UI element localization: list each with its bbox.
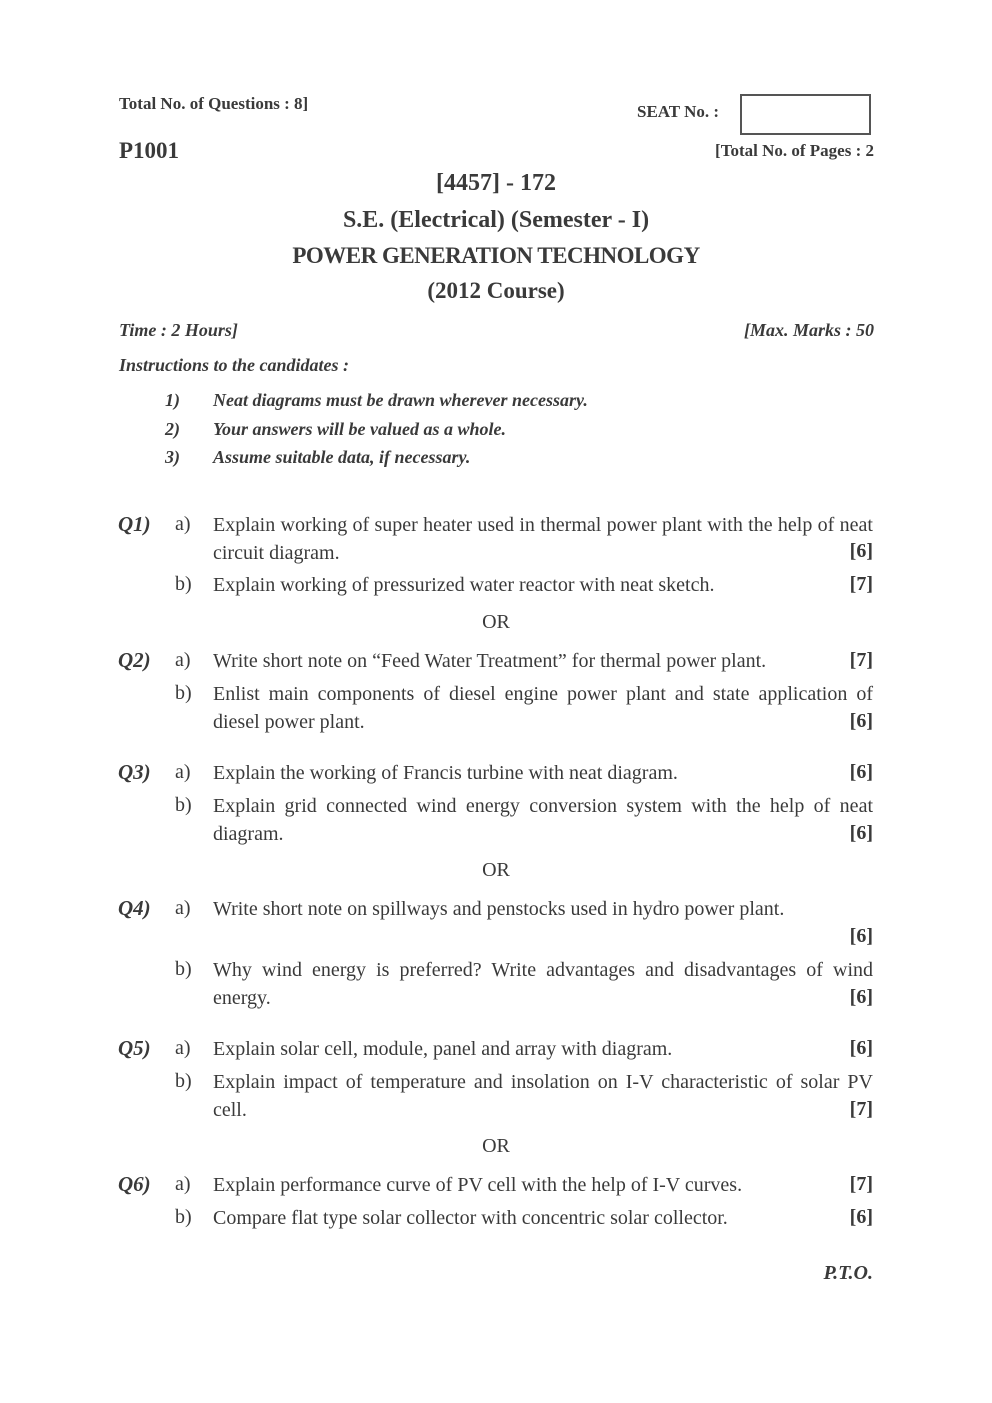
question-number: Q5): [118, 1036, 151, 1060]
marks: [6]: [849, 986, 873, 1008]
question-text: Explain grid connected wind energy conversion system with the help of neat diagram.: [213, 795, 873, 845]
instruction-number: 1): [165, 390, 180, 410]
question-text: Write short note on spillways and penstocks used in hydro power plant.: [213, 898, 785, 920]
marks: [6]: [849, 710, 873, 732]
instruction-item: [165, 390, 588, 411]
course-year: (2012 Course): [427, 278, 565, 303]
exam-time: Time : 2 Hours]: [119, 320, 238, 340]
part-label: b): [175, 573, 192, 595]
part-label: b): [175, 958, 192, 980]
question-number: Q6): [118, 1172, 151, 1196]
max-marks: [Max. Marks : 50: [743, 320, 874, 340]
instruction-item: [165, 447, 470, 468]
question-text: Explain performance curve of PV cell with the help of I-V curves.: [213, 1174, 743, 1196]
marks: [6]: [849, 1037, 873, 1059]
marks: [7]: [849, 649, 873, 671]
exam-code: [4457] - 172: [436, 170, 556, 196]
question-text: Explain impact of temperature and insolation on I-V characteristic of solar PV cell.: [213, 1071, 873, 1121]
seat-number-box[interactable]: [740, 94, 871, 135]
part-label: a): [175, 1173, 191, 1195]
course-name: S.E. (Electrical) (Semester - I): [342, 207, 650, 233]
question-text: Why wind energy is preferred? Write advantages and disadvantages of wind energy.: [213, 959, 873, 1009]
question-number: Q2): [118, 648, 151, 672]
or-separator: OR: [482, 859, 510, 881]
seat-number-label: SEAT No. :: [637, 102, 720, 121]
question-text: Compare flat type solar collector with concentric solar collector.: [213, 1207, 728, 1229]
part-label: b): [175, 794, 192, 816]
or-separator: OR: [482, 1135, 510, 1157]
paper-code: P1001: [119, 138, 180, 163]
part-label: b): [175, 682, 192, 704]
please-turn-over: P.T.O.: [823, 1262, 873, 1284]
instruction-number: 2): [165, 419, 180, 439]
question-number: Q3): [118, 760, 151, 784]
part-label: a): [175, 649, 191, 671]
question-text: Explain solar cell, module, panel and array with diagram.: [213, 1038, 673, 1060]
question-text: Explain working of pressurized water reactor with neat sketch.: [213, 574, 715, 596]
marks: [6]: [849, 1206, 873, 1228]
part-label: b): [175, 1206, 192, 1228]
total-questions: Total No. of Questions : 8]: [119, 94, 309, 113]
part-label: a): [175, 761, 191, 783]
part-label: a): [175, 1037, 191, 1059]
instruction-item: [165, 419, 506, 440]
marks: [7]: [849, 1098, 873, 1120]
instruction-text: Your answers will be valued as a whole.: [213, 419, 507, 439]
or-separator: OR: [482, 611, 510, 633]
question-number: Q4): [118, 896, 151, 920]
total-pages: [Total No. of Pages : 2: [715, 141, 874, 160]
marks: [7]: [849, 1173, 873, 1195]
marks: [6]: [849, 761, 873, 783]
subject-title: POWER GENERATION TECHNOLOGY: [292, 243, 700, 268]
part-label: a): [175, 513, 191, 535]
marks: [6]: [849, 925, 873, 947]
marks: [6]: [849, 540, 873, 562]
instructions-title: Instructions to the candidates :: [119, 355, 350, 375]
question-text: Explain working of super heater used in thermal power plant with the help of neat circuit diagram.: [213, 514, 873, 564]
question-text: Write short note on “Feed Water Treatment” for thermal power plant.: [213, 650, 767, 672]
instruction-number: 3): [165, 447, 180, 467]
instruction-text: Assume suitable data, if necessary.: [213, 447, 471, 467]
question-text: Explain the working of Francis turbine with neat diagram.: [213, 762, 678, 784]
question-number: Q1): [118, 512, 151, 536]
marks: [7]: [849, 573, 873, 595]
marks: [6]: [849, 822, 873, 844]
question-text: Enlist main components of diesel engine power plant and state application of diesel power plant.: [213, 683, 873, 733]
part-label: a): [175, 897, 191, 919]
part-label: b): [175, 1070, 192, 1092]
instruction-text: Neat diagrams must be drawn wherever necessary.: [213, 390, 588, 410]
